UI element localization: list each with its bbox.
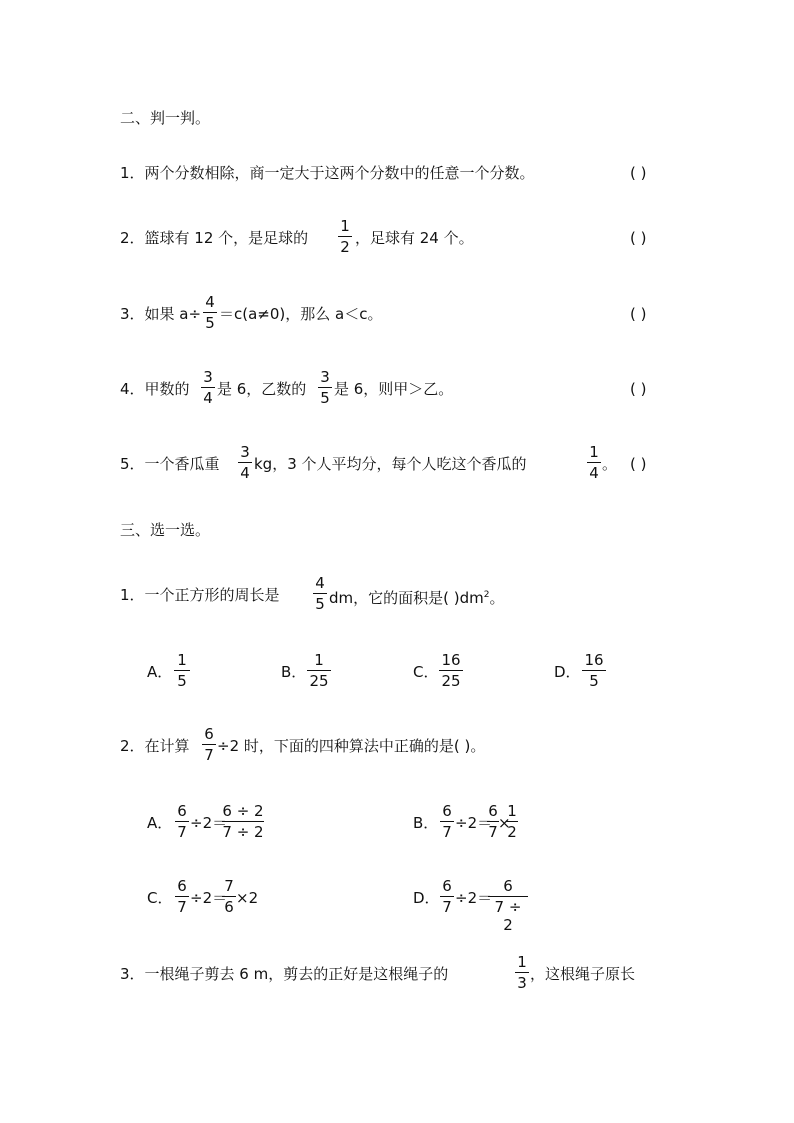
- judge-q4-answer-paren[interactable]: ( ): [630, 380, 647, 398]
- judge-q4-post: 是 6，则甲＞乙。: [334, 380, 454, 398]
- fraction-denominator: 5: [177, 672, 187, 690]
- judge-q5-answer-paren[interactable]: ( ): [630, 455, 647, 473]
- fraction-numerator: 6: [204, 725, 214, 743]
- choose-q1-post-text: dm，它的面积是( )dm: [329, 589, 484, 607]
- fraction-numerator: 4: [315, 574, 325, 592]
- judge-q2-text: [120, 228, 308, 248]
- fraction-numerator: 16: [441, 651, 461, 669]
- judge-q2-pre: 2．篮球有 12 个，是足球的: [120, 229, 309, 247]
- choose-q2-post: ÷2 时，下面的四种算法中正确的是( )。: [217, 737, 486, 755]
- fraction-denominator: 6: [224, 898, 234, 916]
- choose-q2-option-b-label[interactable]: B．: [413, 814, 439, 832]
- fraction-numerator: 1: [177, 651, 187, 669]
- choose-q3-pre: 3．一根绳子剪去 6 m，剪去的正好是这根绳子的: [120, 965, 449, 983]
- section-title-judge: 二、判一判。: [120, 109, 211, 127]
- choose-q1-post: [329, 585, 505, 608]
- choose-q2-option-b-op: ÷2＝: [455, 814, 493, 832]
- choose-q2-option-a-fraction-1: [175, 802, 189, 841]
- choose-q2-option-d-fraction-1: [440, 877, 454, 916]
- fraction-denominator: 7 ÷ 2: [494, 898, 522, 934]
- choose-q1-option-b-label[interactable]: B．: [281, 663, 307, 681]
- fraction-denominator: 7: [442, 898, 452, 916]
- judge-q4-fraction-2: [318, 368, 332, 407]
- fraction-denominator: 5: [315, 595, 325, 613]
- choose-q2-option-c-fraction-1: [175, 877, 189, 916]
- choose-q1-option-d-fraction: [582, 651, 606, 690]
- judge-q1-text: 1．两个分数相除，商一定大于这两个分数中的任意一个分数。: [120, 164, 535, 182]
- fraction-denominator: 4: [240, 464, 250, 482]
- choose-q2-option-c-fraction-2: [222, 877, 236, 916]
- choose-q2-option-b-fraction-3: [506, 802, 518, 841]
- judge-q2-fraction: [338, 217, 352, 256]
- judge-q4-pre: 4．甲数的: [120, 380, 190, 398]
- fraction-numerator: 6: [177, 802, 187, 820]
- fraction-numerator: 1: [517, 953, 527, 971]
- superscript: 2: [483, 590, 490, 600]
- fraction-numerator: 1: [507, 802, 517, 820]
- choose-q2-option-a-label[interactable]: A．: [147, 814, 173, 832]
- fraction-numerator: 7: [224, 877, 234, 895]
- choose-q2-option-d-fraction-2: [488, 877, 528, 934]
- choose-q1-option-c-fraction: [439, 651, 463, 690]
- choose-q2-option-c-times: ×2: [236, 889, 259, 907]
- fraction-numerator: 3: [320, 368, 330, 386]
- fraction-denominator: 25: [309, 672, 329, 690]
- fraction-denominator: 7: [204, 746, 214, 764]
- choose-q1-option-d-label[interactable]: D．: [554, 663, 581, 681]
- judge-q5-mid: kg，3 个人平均分，每个人吃这个香瓜的: [254, 455, 527, 473]
- judge-q5-post: 。: [602, 455, 618, 473]
- choose-q1-option-b-fraction: [307, 651, 331, 690]
- judge-q2-answer-paren[interactable]: ( ): [630, 229, 647, 247]
- choose-q3-post: ，这根绳子原长: [530, 965, 636, 983]
- choose-q2-fraction: [202, 725, 216, 764]
- judge-q4-mid: 是 6，乙数的: [217, 380, 307, 398]
- choose-q1-fraction: [313, 574, 327, 613]
- choose-q2-option-a-op: ÷2＝: [190, 814, 228, 832]
- fraction-numerator: 16: [584, 651, 604, 669]
- fraction-denominator: 7: [177, 823, 187, 841]
- choose-q2-option-d-label[interactable]: D．: [413, 889, 440, 907]
- judge-q3-fraction: [203, 293, 217, 332]
- choose-q3-fraction: [515, 953, 529, 992]
- fraction-numerator: 6: [503, 877, 513, 895]
- choose-q1-option-c-label[interactable]: C．: [413, 663, 439, 681]
- judge-q3-pre: 3．如果 a÷: [120, 305, 202, 323]
- judge-q3-post: ＝c(a≠0)，那么 a＜c。: [219, 305, 383, 323]
- choose-q2-option-d-op: ÷2＝: [455, 889, 493, 907]
- fraction-numerator: 6: [442, 802, 452, 820]
- choose-q1-option-a-label[interactable]: A．: [147, 663, 173, 681]
- fraction-numerator: 1: [314, 651, 324, 669]
- fraction-denominator: 5: [589, 672, 599, 690]
- fraction-numerator: 6: [442, 877, 452, 895]
- fraction-denominator: 7: [442, 823, 452, 841]
- fraction-denominator: 7: [177, 898, 187, 916]
- fraction-denominator: 25: [441, 672, 461, 690]
- fraction-denominator: 5: [320, 389, 330, 407]
- judge-q5-fraction-2: [587, 443, 601, 482]
- fraction-numerator: 6: [488, 802, 498, 820]
- fraction-denominator: 4: [203, 389, 213, 407]
- judge-q3-answer-paren[interactable]: ( ): [630, 305, 647, 323]
- fraction-denominator: 4: [589, 464, 599, 482]
- choose-q1-option-a-fraction: [174, 651, 190, 690]
- fraction-numerator: 4: [205, 293, 215, 311]
- choose-q2-option-b-times: ×: [498, 814, 511, 832]
- fraction-denominator: 3: [517, 974, 527, 992]
- judge-q2-post: ，足球有 24 个。: [355, 229, 474, 247]
- fraction-numerator: 3: [203, 368, 213, 386]
- fraction-numerator: 6: [177, 877, 187, 895]
- judge-q4-fraction-1: [201, 368, 215, 407]
- section-title-choose: 三、选一选。: [120, 521, 211, 539]
- fraction-denominator: 7 ÷ 2: [222, 823, 264, 841]
- judge-q1-answer-paren[interactable]: ( ): [630, 164, 647, 182]
- choose-q2-option-c-op: ÷2＝: [190, 889, 228, 907]
- choose-q2-pre: 2．在计算: [120, 737, 190, 755]
- judge-q5-pre: 5．一个香瓜重: [120, 455, 220, 473]
- judge-q5-fraction-1: [238, 443, 252, 482]
- choose-q2-option-c-label[interactable]: C．: [147, 889, 173, 907]
- choose-q1-pre: 1．一个正方形的周长是: [120, 586, 280, 604]
- fraction-denominator: 7: [488, 823, 498, 841]
- choose-q2-option-b-fraction-1: [440, 802, 454, 841]
- fraction-numerator: 1: [340, 217, 350, 235]
- choose-q1-end: 。: [489, 589, 505, 607]
- choose-q2-option-a-fraction-2: [222, 802, 264, 841]
- fraction-numerator: 3: [240, 443, 250, 461]
- fraction-numerator: 1: [589, 443, 599, 461]
- fraction-denominator: 2: [507, 823, 517, 841]
- fraction-numerator: 6 ÷ 2: [222, 802, 264, 820]
- fraction-denominator: 5: [205, 314, 215, 332]
- fraction-denominator: 2: [340, 238, 350, 256]
